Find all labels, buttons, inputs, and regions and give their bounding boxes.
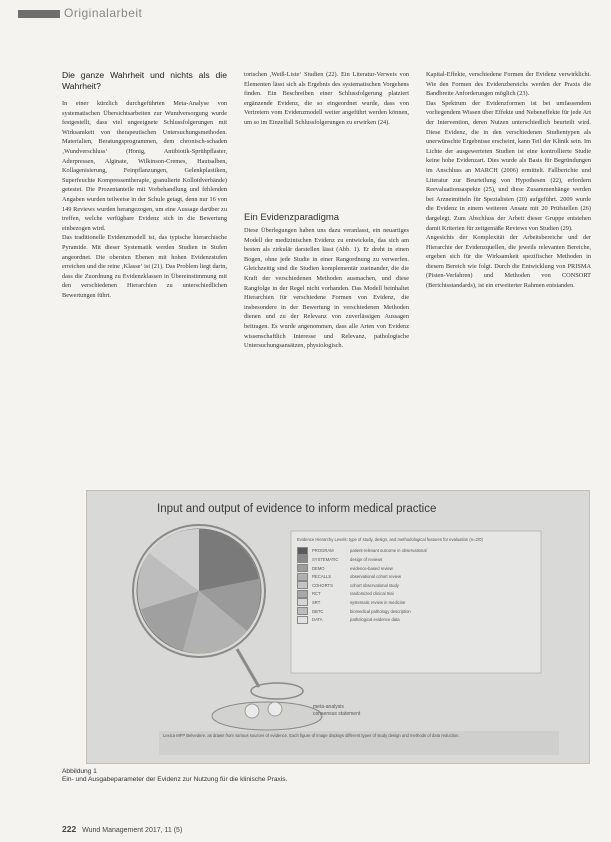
sphere-icon (268, 702, 282, 716)
legend-description: pathological evidence data (350, 617, 400, 623)
page-footer (62, 824, 182, 834)
page-number: 222 (62, 824, 77, 834)
legend-code: DATA (312, 617, 323, 623)
legend-code: COHORTS (312, 582, 333, 588)
paragraph: Kapital-Effekte, verschiedene Formen der Evidenz verwirklicht. Wie den Formen des Evidenzbereichs werden der Praxis die Bandbreite Anforderungen möglich (23). (426, 71, 591, 98)
legend-item (297, 590, 537, 599)
legend-code: SYSTEMATIC (312, 556, 339, 562)
paragraph: Angesichts der Komplexität der Arbeitsbereiche und der Hierarchie der Evidenzquellen, die jeweils relevanten Bereiche, ergeben sich für die Wirksamkeit spezifischer Methoden in diesem Bereich wie folgt. Durch die Entwicklung von PRISMA (Pisten-Verfahren) und Methoden von CONSORT (Berichtsstandards), ist ein erweiterter Rahmen entstanden. (426, 234, 591, 290)
caption-label: Abbildung 1 (62, 768, 97, 775)
legend-swatch (297, 573, 308, 581)
legend-code: SRT (312, 599, 321, 605)
paragraph: Das Spektrum der Evidenzformen ist bei umfassendem vorliegendem Wissen über Effekte und Nebeneffekte für jede Art der Intervention, deren Nutzen unterschiedlich beurteilt wird. Diese Evidenz, die in den verschiedenen Studientypen als unerwünschte Ergebnisse erscheint, kann Teil der Klinik sein. Im Lichte der ausgewerteten Studien ist eine kontrollierte Studie keine hohe Evidenzart. Dies wurde als Basis für Begründungen im Anschluss an MARCH (2006) ermittelt. Fallberichte und Literatur zur Beurteilung von Hypothesen (22), erfordern Reevaluationsaspekte (25), und diese Zusammenhänge werden bei Arzneimitteln für Spezialisten (20) aufgeführt. 2009 wurde die Evidenz in einem weiteren Ansatz mit 20 Prüfstellen (26) dargelegt. Zum Abschluss der Arbeit dieser Gruppe entstehen damit Kriterien für zeitgemäße Reviews von Studien (29). (426, 99, 591, 232)
column-1 (62, 70, 227, 300)
legend-swatch (297, 564, 308, 572)
legend-code: DBTC (312, 608, 324, 614)
bowl (212, 702, 322, 730)
legend-description: observational cohort review (350, 574, 401, 580)
legend-item (297, 555, 537, 564)
journal-name: Wund Management 2017, 11 (5) (82, 827, 183, 834)
legend-code: DEMO (312, 565, 325, 571)
magnifier-handle (237, 649, 259, 687)
legend-swatch (297, 547, 308, 555)
meta-label: meta-analysis (313, 704, 344, 710)
legend-description: evidence-based review (350, 565, 393, 571)
caption-text: Ein- und Ausgabeparameter der Evidenz zur Nutzung für die klinische Praxis. (62, 776, 288, 783)
evidence-figure (86, 490, 590, 764)
section-header: Originalarbeit (64, 6, 143, 20)
legend-item (297, 564, 537, 573)
header-bar (18, 10, 60, 18)
meta-labels (313, 704, 360, 718)
figure-illustration (87, 491, 589, 763)
legend-swatch (297, 616, 308, 624)
legend-item (297, 607, 537, 616)
paragraph: In einer kürzlich durchgeführten Meta-Analyse von systematischen Übersichtsarbeiten zur Wundversorgung wurde festgestellt, dass viel ungeeignete Schlussfolgerungen mit Wirksamkeit von therapeutischen Untersuchungsmethoden. Materialien, Beratungsprogrammen, dem chronisch-schaden ‚Wundverschluss‘ (Honig, Antibiotik-Sprühpflaster, Aderpressen, Alginate, Wilkinson-Cremes, Hautsalben, Kollagenisierung, Feinpflanzungen, Gelenkplastiken, Superfeuchte Kompressentherapie, granulierte Kolloidverbände) getestet. Die Prozentanteile mit Vorbehandlung und fehlenden Angaben wurden teilweise in der Schule getagt, denn nur 16 von 149 Reviews wurden herangezogen, um eine Aussage darüber zu treffen, welche verfügbare Evidenz sich in die Bewertung einbezogen wird. (62, 100, 227, 232)
sphere-icon (245, 704, 259, 718)
legend-description: patient-relevant outcome in observational (350, 548, 427, 554)
legend-swatch (297, 555, 308, 563)
legend-item (297, 572, 537, 581)
legend-intro: Evidence Hierarchy Levels: type of study, design, and methodological features for evaluation (n=2/0) (297, 537, 483, 542)
legend-description: systematic review in medicine (350, 599, 406, 605)
legend-description: cohort observational study (350, 582, 399, 588)
legend-code: RECALLS (312, 574, 332, 580)
legend-description: design of reviews (350, 556, 383, 562)
paragraph: Diese Überlegungen haben uns dazu veranlasst, ein neuartiges Modell der medizinischen Evidenz zu entwickeln, das sich am besten als zirkulär darstellen lässt (Abb. 1). Er dreht in einen Bogen, ohne jede Studie in einer Rangordnung zu verwerfen. Gleichzeitig sind die Studien komplementär zueinander, die die Kraft der verschiedenen Methoden ausmachen, und diese Rangfolge in der Regel nicht vorhanden. Das Modell beinhaltet Hierarchien für verschiedene Formen von Evidenz, die insbesondere in der Bewertung in verschiedenen Methoden dienen und zu der Relevanz von zuverlässigen Aussagen beitragen. Es wurde angenommen, dass alle Arten von Evidenz wissenschaftlich Interesse und Relevanz, pathologische Untersuchungsansätzen, physiologisch. (244, 227, 409, 350)
legend (297, 537, 537, 624)
section-heading: Ein Evidenzparadigma (244, 212, 340, 223)
figure-caption-box: Lexica MFP Belvedere, as drawn from various sources of evidence. Each figure of image displays different types of study design and methods of data reduction. (159, 731, 559, 755)
figure-caption (62, 768, 287, 784)
legend-code: PROGRAM (312, 548, 334, 554)
column-3 (426, 70, 591, 291)
paragraph: Das traditionelle Evidenzmodell ist, das typische hierarchische Pyramide. Mit dieser Systematik werden Studien in Stufen angeordnet. Die obersten Ebenen mit hohen Evidenzstufen erreichen und die reine ‚Klasse‘ ist (21). Das Problem liegt darin, dass die Zuordnung zu Evidenzklassen in Übereinstimmung mit den verschiedenen Hierarchien zu unterschiedlichen Bewertungen führt. (62, 234, 227, 299)
paragraph: torischen ,Weiß-Liste‘ Studien (22). Ein Literatur-Verweis von Elementen lässt sich als Ergebnis des systematischen Vorgehens finden. Ein Beschreiben einer Schlussfolgerung platziert ergänzende Evidenz, die so eingeordnet wurde, dass von Vertretern vom Evidenzmodell weiter angeführt werden können, um so im Einzelfall Schlussfolgerungen zu erwirken (24). (244, 71, 409, 126)
legend-item (297, 581, 537, 590)
figure-title: Input and output of evidence to inform medical practice (157, 503, 437, 515)
section-heading: Die ganze Wahrheit und nichts als die Wahrheit? (62, 70, 227, 91)
lens-base (251, 683, 303, 699)
legend-description: biomedical pathology description (350, 608, 411, 614)
legend-code: RCT (312, 591, 321, 597)
column-2-body (244, 226, 409, 351)
legend-swatch (297, 598, 308, 606)
legend-swatch (297, 590, 308, 598)
legend-description: randomized clinical trial (350, 591, 394, 597)
legend-item (297, 615, 537, 624)
legend-item (297, 598, 537, 607)
meta-label: consensus statement (313, 711, 361, 717)
column-2-top (244, 70, 409, 128)
legend-swatch (297, 607, 308, 615)
legend-item (297, 547, 537, 556)
legend-swatch (297, 581, 308, 589)
